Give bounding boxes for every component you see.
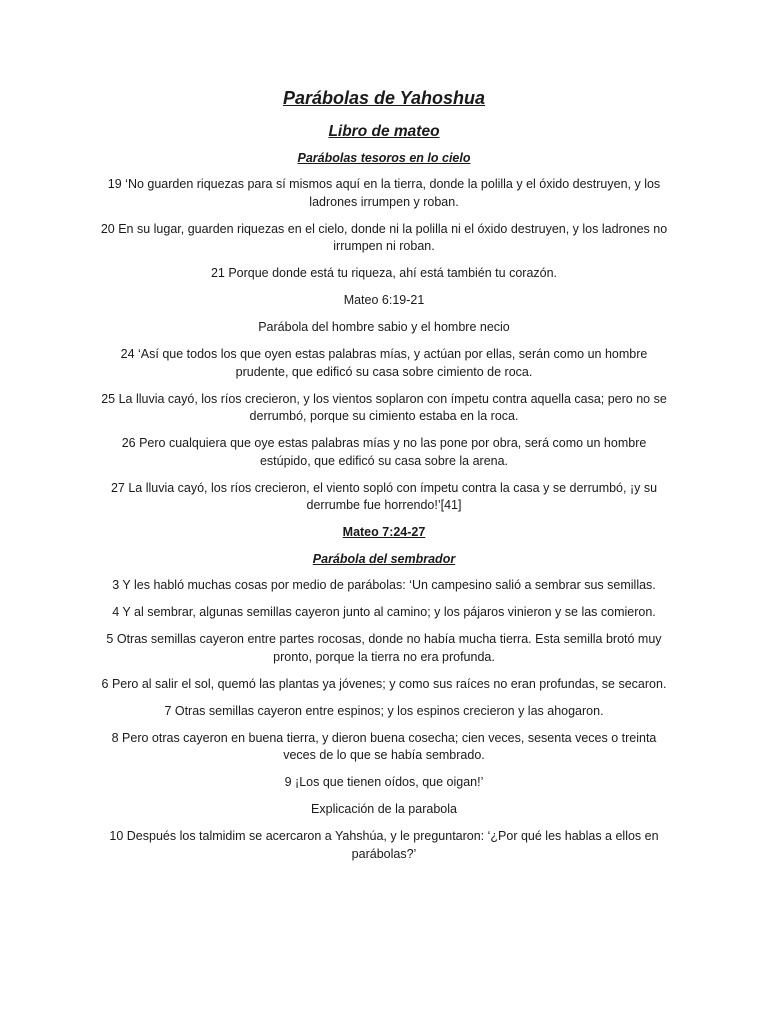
section-heading-sembrador: Parábola del sembrador xyxy=(312,552,456,566)
paragraph: 4 Y al sembrar, algunas semillas cayeron junto al camino; y los pájaros vinieron y se las comieron. xyxy=(112,605,656,619)
document-subtitle: Libro de mateo xyxy=(328,123,440,140)
section-heading-tesoros: Parábolas tesoros en lo cielo xyxy=(297,151,471,165)
paragraph: 25 La lluvia cayó, los ríos crecieron, y los vientos soplaron con ímpetu contra aquella casa; pero no se derrumbó, porque su cimiento estaba en la roca. xyxy=(101,391,667,423)
paragraph: 26 Pero cualquiera que oye estas palabras mías y no las pone por obra, será como un hombre estúpido, que edificó su casa sobre la arena. xyxy=(121,436,647,468)
scripture-reference: Mateo 6:19-21 xyxy=(343,293,425,307)
parable-heading: Parábola del hombre sabio y el hombre necio xyxy=(258,320,510,334)
paragraph: 20 En su lugar, guarden riquezas en el cielo, donde ni la polilla ni el óxido destruyen, y los ladrones no irrumpen ni roban. xyxy=(100,221,668,253)
paragraph: 7 Otras semillas cayeron entre espinos; y los espinos crecieron y las ahogaron. xyxy=(164,703,604,718)
paragraph: 10 Después los talmidim se acercaron a Yahshúa, y le preguntaron: ‘¿Por qué les hablas a ellos en parábolas?’ xyxy=(109,829,659,861)
document-title: Parábolas de Yahoshua xyxy=(282,88,486,108)
paragraph: 24 ‘Así que todos los que oyen estas palabras mías, y actúan por ellas, serán como un hombre prudente, que edificó su casa sobre cimiento de roca. xyxy=(120,347,648,379)
paragraph: 3 Y les habló muchas cosas por medio de parábolas: ‘Un campesino salió a sembrar sus semillas. xyxy=(112,578,656,592)
explanation-heading: Explicación de la parabola xyxy=(311,802,457,816)
paragraph: 9 ¡Los que tienen oídos, que oigan!’ xyxy=(284,775,484,789)
paragraph: 5 Otras semillas cayeron entre partes rocosas, donde no había mucha tierra. Esta semilla brotó muy pronto, porque la tierra no era profunda. xyxy=(106,632,662,664)
paragraph: 6 Pero al salir el sol, quemó las plantas ya jóvenes; y como sus raíces no eran profundas, se secaron. xyxy=(101,676,667,691)
scripture-reference-bold: Mateo 7:24-27 xyxy=(342,525,426,539)
paragraph: 19 ‘No guarden riquezas para sí mismos aquí en la tierra, donde la polilla y el óxido destruyen, y los ladrones irrumpen y roban. xyxy=(107,177,661,209)
paragraph: 8 Pero otras cayeron en buena tierra, y dieron buena cosecha; cien veces, sesenta veces o treinta veces de lo que se había sembrado. xyxy=(111,730,657,762)
paragraph: 21 Porque donde está tu riqueza, ahí está también tu corazón. xyxy=(210,266,558,280)
paragraph: 27 La lluvia cayó, los ríos crecieron, el viento sopló con ímpetu contra la casa y se derrumbó, ¡y su derrumbe fue horrendo!’[41] xyxy=(110,480,658,512)
